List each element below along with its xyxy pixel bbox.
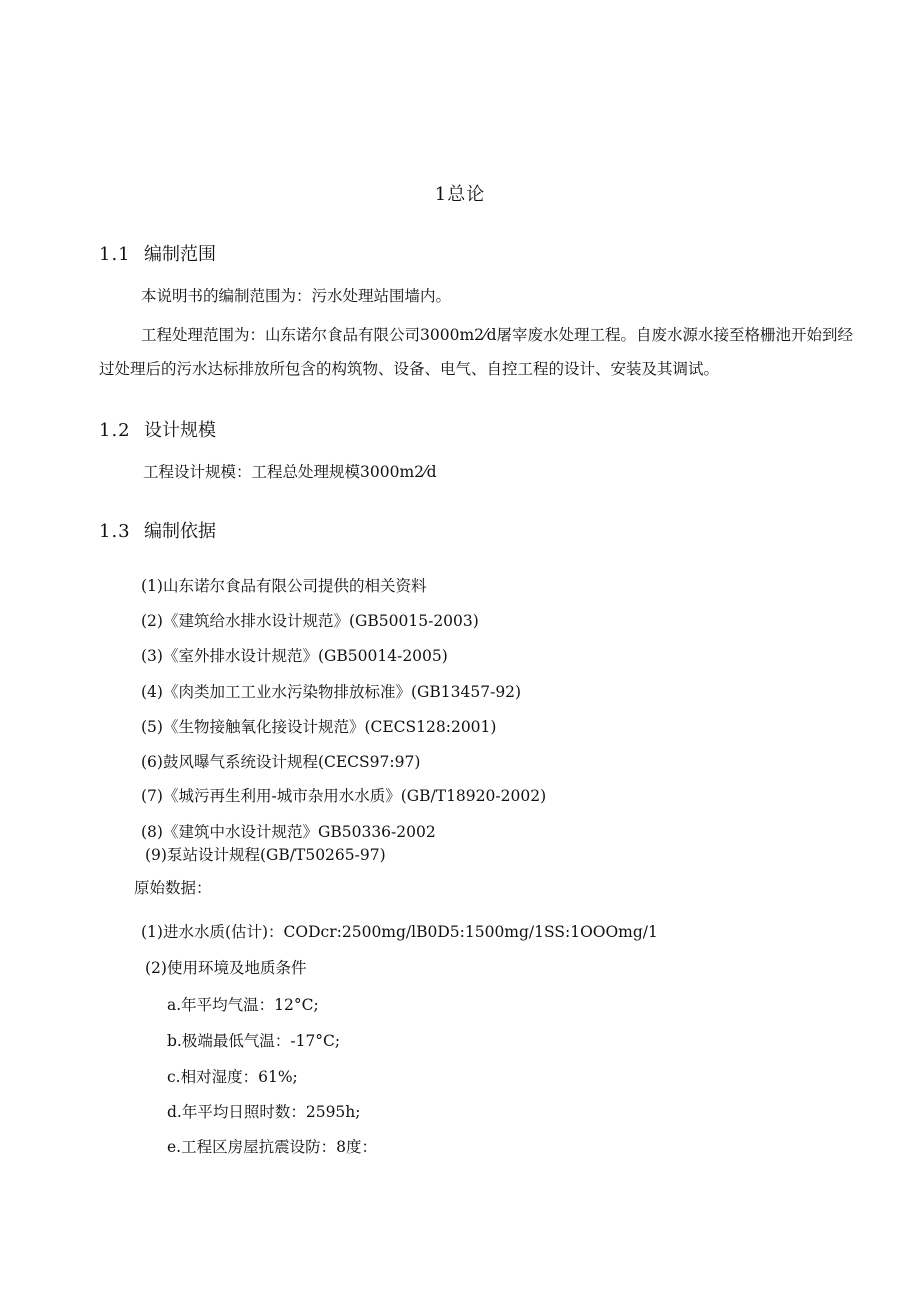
basis-item: (8)《建筑中水设计规范》GB50336-2002	[141, 823, 436, 841]
section-title: 编制依据	[144, 521, 216, 542]
environment-item: d.年平均日照时数：2595h;	[167, 1103, 361, 1121]
basis-item: (9)泵站设计规程(GB/T50265-97)	[145, 846, 386, 864]
section-heading-basis	[99, 523, 216, 541]
section-number: 1.1	[99, 244, 131, 265]
section-number: 1.2	[99, 420, 131, 441]
section-heading-scale	[99, 422, 216, 440]
environment-item: a.年平均气温：12°C;	[167, 996, 319, 1014]
basis-item: (3)《室外排水设计规范》(GB50014-2005)	[141, 647, 448, 665]
environment-item: e.工程区房屋抗震设防：8度：	[167, 1138, 377, 1156]
section-title: 编制范围	[144, 244, 216, 265]
section-number: 1.3	[99, 521, 131, 542]
basis-item: (4)《肉类加工工业水污染物排放标准》(GB13457-92)	[141, 683, 522, 701]
water-quality-item: (1)进水水质(估计)：CODcr:2500mg/lB0D5:1500mg/1SS:1OOOmg/1	[141, 923, 658, 941]
environment-item: c.相对湿度：61%;	[167, 1068, 298, 1086]
scale-paragraph: 工程设计规模：工程总处理规模3000m2⁄d	[143, 463, 437, 481]
section-title: 设计规模	[144, 420, 216, 441]
environment-title: (2)使用环境及地质条件	[145, 959, 307, 977]
basis-item: (2)《建筑给水排水设计规范》(GB50015-2003)	[141, 612, 479, 630]
environment-item: b.极端最低气温：-17°C;	[167, 1032, 341, 1050]
scope-paragraph-1: 本说明书的编制范围为：污水处理站围墙内。	[141, 287, 452, 305]
basis-item: (1)山东诺尔食品有限公司提供的相关资料	[141, 577, 427, 595]
scope-paragraph-2: 工程处理范围为：山东诺尔食品有限公司3000m2⁄d屠宰废水处理工程。自废水源水接至格栅池开始到经过处理后的污水达标排放所包含的构筑物、设备、电气、自控工程的设计、安装及其调试。	[99, 326, 854, 378]
basis-item: (6)鼓风曝气系统设计规程(CECS97:97)	[141, 753, 421, 771]
chapter-title: 1总论	[434, 184, 486, 205]
basis-item: (5)《生物接触氧化接设计规范》(CECS128:2001)	[141, 718, 497, 736]
basis-item: (7)《城污再生利用-城市杂用水水质》(GB/T18920-2002)	[141, 787, 547, 805]
raw-data-label: 原始数据：	[134, 879, 212, 897]
section-heading-scope	[99, 246, 216, 264]
